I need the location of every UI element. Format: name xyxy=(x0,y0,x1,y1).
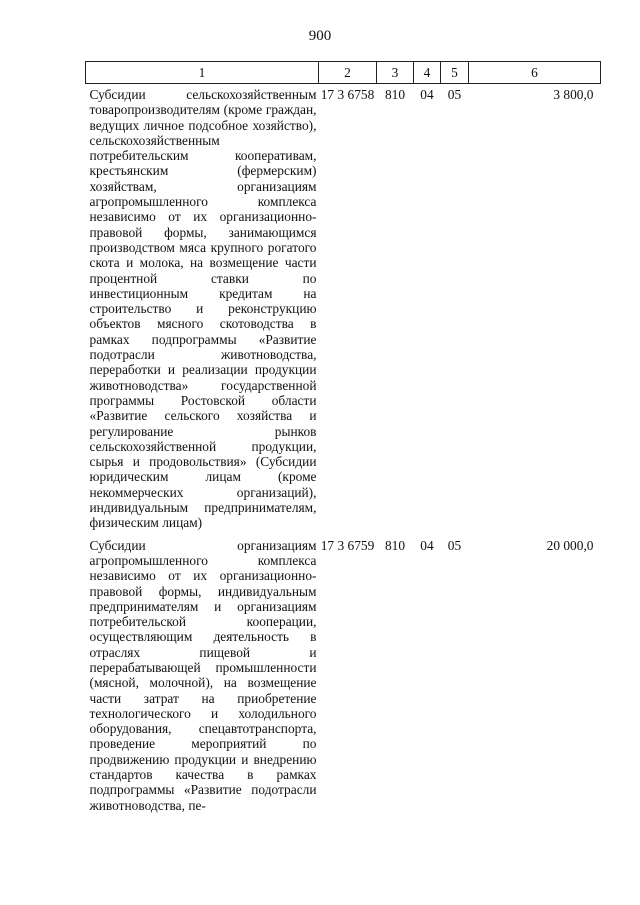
column-header-name: 1 xyxy=(86,62,319,84)
page-number: 900 xyxy=(308,28,332,44)
row-expense-type: 810 xyxy=(384,87,406,102)
column-header-section: 4 xyxy=(414,62,441,84)
column-header-subsection: 5 xyxy=(441,62,469,84)
column-header-expense-type: 3 xyxy=(377,62,414,84)
row-subsection: 05 xyxy=(447,87,462,102)
row-amount: 3 800,0 xyxy=(553,87,594,102)
row-subsection: 05 xyxy=(447,537,462,553)
budget-table xyxy=(85,61,601,817)
row-section: 04 xyxy=(420,537,434,553)
row-name: Субсидии сельскохозяйственным товаропроизводителям (кроме граждан, ведущих личное подсобное хозяйство), сельскохозяйственным потребительским кооперативам, крестьянским (фермерским) хозяйствам, организациям агропромышленного комплекса независимо от их организационно-правовой формы, занимающимся производством мяса крупного рогатого скота и молока, на возмещение части процентной ставки по инвестиционным кредитам на строительство и реконструкцию объектов мясного скотоводства в рамках подпрограммы «Развитие подотрасли животноводства, переработки и реализации продукции животноводства» государственной программы Ростовской области «Развитие сельского хозяйства и регулирование рынков сельскохозяйственной продукции, сырья и продовольствия» (Субсидии юридическим лицам (кроме некоммерческих организаций), индивидуальным предпринимателям, физическим лицам) xyxy=(89,87,317,531)
table-header-row xyxy=(86,62,601,84)
row-section: 04 xyxy=(420,87,434,102)
table-row xyxy=(86,535,601,817)
column-header-amount: 6 xyxy=(469,62,601,84)
table-row xyxy=(86,84,601,535)
row-target-article: 17 3 6758 xyxy=(320,87,375,102)
column-header-target-article: 2 xyxy=(319,62,377,84)
row-expense-type: 810 xyxy=(384,537,406,553)
row-name: Субсидии организациям агропромышленного комплекса независимо от их организационно-правовой формы, индивидуальным предпринимателям и организациям потребительской кооперации, осуществляющим деятельность в отраслях пищевой и перерабатывающей промышленности (мясной, молочной), на возмещение части затрат на приобретение технологического и холодильного оборудования, спецавтотранспорта, проведение мероприятий по продвижению продукции и внедрению стандартов качества в рамках подпрограммы «Развитие подотрасли животноводства, пе- xyxy=(89,537,317,813)
row-target-article: 17 3 6759 xyxy=(320,537,375,553)
row-amount: 20 000,0 xyxy=(546,537,594,553)
